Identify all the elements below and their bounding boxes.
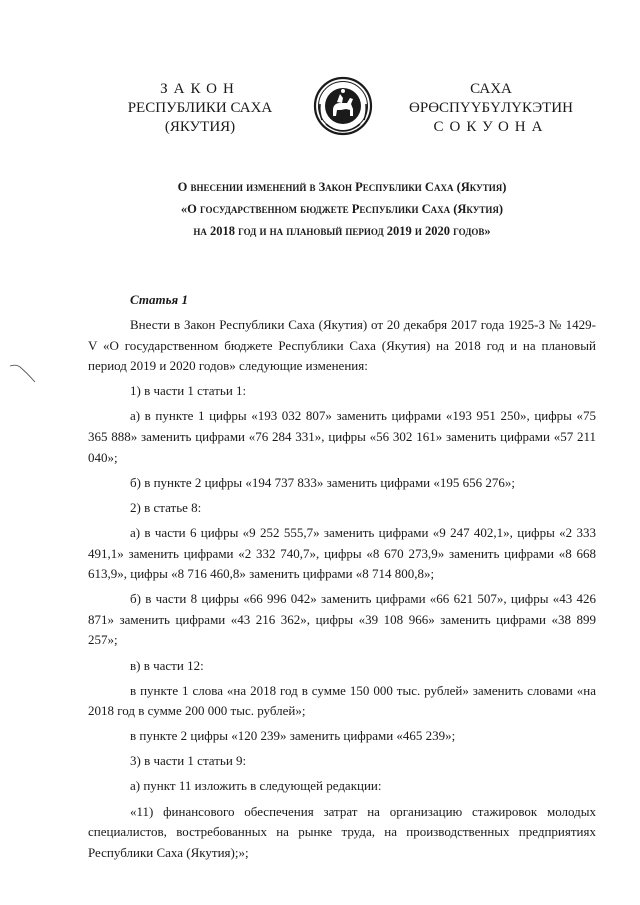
paragraph: а) пункт 11 изложить в следующей редакции: [130, 778, 382, 794]
header-left [92, 80, 308, 137]
paragraph: б) в пункте 2 цифры «194 737 833» заменить цифрами «195 656 276»; [130, 474, 515, 490]
paragraph: а) в части 6 цифры «9 252 555,7» заменить цифрами «9 247 402,1», цифры «2 333 491,1» заменить цифрами «2 332 740,7», цифры «8 670 273,9» заменить цифрами «8 668 613,9», цифры «8 716 460,8» заменить цифрами «8 714 800,8»; [88, 524, 596, 582]
paragraph: а) в пункте 1 цифры «193 032 807» заменить цифрами «193 951 250», цифры «75 365 888» заменить цифрами «76 284 331», цифры «56 302 161» заменить цифрами «57 211 040»; [88, 408, 596, 465]
paragraph: в) в части 12: [130, 657, 204, 673]
paragraph: в пункте 2 цифры «120 239» заменить цифрами «465 239»; [130, 728, 456, 744]
title-line-3: на 2018 год и на плановый период 2019 и 2020 годов» [193, 224, 491, 238]
paragraph: б) в части 8 цифры «66 996 042» заменить цифрами «66 621 507», цифры «43 426 871» заменить цифрами «43 216 362», цифры «39 108 966» заменить цифрами «38 899 257»; [88, 591, 596, 648]
article-heading: Статья 1 [130, 292, 188, 307]
paragraph: в пункте 1 слова «на 2018 год в сумме 150 000 тыс. рублей» заменить словами «на 2018 год в сумме 200 000 тыс. рублей»; [88, 682, 596, 719]
coat-of-arms-icon [313, 76, 373, 136]
paragraph: 3) в части 1 статьи 9: [130, 753, 247, 769]
header-right [388, 80, 594, 137]
document-body [88, 290, 596, 863]
header-left-title: ЗАКОН [160, 81, 240, 97]
title-line-2: «О государственном бюджете Республики Саха (Якутия) [180, 202, 504, 216]
title-line-1: О внесении изменений в Закон Республики Саха (Якутия) [177, 180, 507, 194]
header-left-subtitle: РЕСПУБЛИКИ САХА (ЯКУТИЯ) [127, 100, 273, 135]
paragraph: «11) финансового обеспечения затрат на организацию стажировок молодых специалистов, востребованных на рынке труда, на производственных предприятиях Республики Саха (Якутия);»; [88, 803, 596, 860]
margin-pen-mark [8, 360, 38, 386]
header-right-subtitle: СОКУОНА [433, 119, 549, 135]
header-right-title: САХА ӨРӨСПҮҮБҮЛҮКЭТИН [409, 81, 573, 116]
paragraph: Внести в Закон Республики Саха (Якутия) от 20 декабря 2017 года 1925-З № 1429-V «О государственном бюджете Республики Саха (Якутия) на 2018 год и на плановый период 2019 и 2020 годов» следующие изменения: [88, 317, 596, 374]
paragraph: 1) в части 1 статьи 1: [130, 383, 247, 399]
document-title [92, 176, 592, 242]
paragraph: 2) в статье 8: [130, 499, 202, 515]
